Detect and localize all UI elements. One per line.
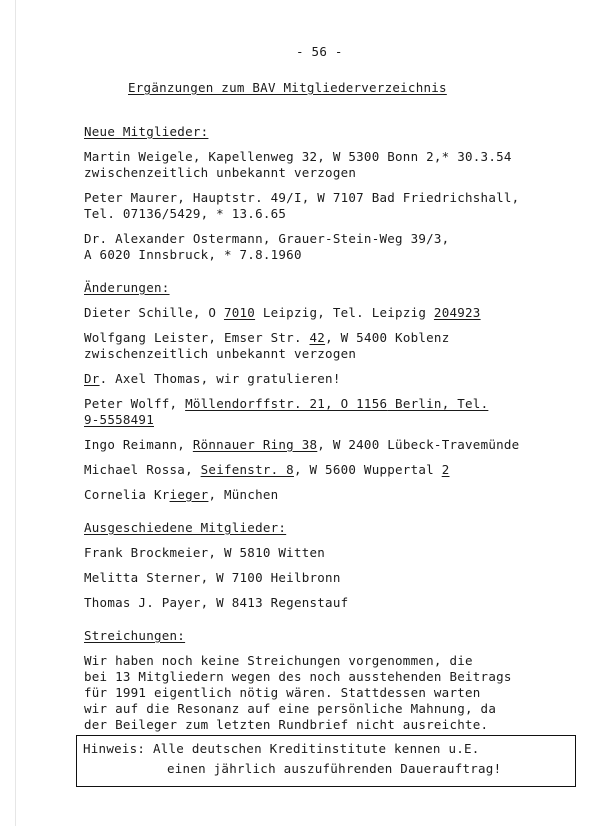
change-leister-line1: Wolfgang Leister, Emser Str. 42, W 5400 Koblenz: [84, 330, 450, 345]
change-thomas: Dr. Axel Thomas, wir gratulieren!: [84, 371, 341, 386]
new-member-ostermann-line1: Dr. Alexander Ostermann, Grauer-Stein-Weg 39/3,: [84, 231, 450, 246]
departed-sterner: Melitta Sterner, W 7100 Heilbronn: [84, 570, 341, 585]
deletions-line-5: der Beileger zum letzten Rundbrief nicht ausreichte.: [84, 717, 489, 732]
deletions-line-2: bei 13 Mitgliedern wegen des noch ausstehenden Beitrags: [84, 669, 512, 684]
change-reimann: Ingo Reimann, Rönnauer Ring 38, W 2400 Lübeck-Travemünde: [84, 437, 520, 452]
departed-brockmeier: Frank Brockmeier, W 5810 Witten: [84, 545, 326, 560]
change-wolff-line1: Peter Wolff, Möllendorffstr. 21, O 1156 Berlin, Tel.: [84, 396, 489, 411]
notice-line-1: Hinweis: Alle deutschen Kreditinstitute kennen u.E.: [83, 741, 480, 756]
new-members-heading: Neue Mitglieder:: [84, 124, 209, 139]
change-leister-line2: zwischenzeitlich unbekannt verzogen: [84, 346, 357, 361]
new-member-maurer-line1: Peter Maurer, Hauptstr. 49/I, W 7107 Bad Friedrichshall,: [84, 190, 520, 205]
notice-line-2: einen jährlich auszuführenden Dauerauftrag!: [167, 761, 502, 776]
notice-box: [76, 735, 576, 787]
new-member-ostermann-line2: A 6020 Innsbruck, * 7.8.1960: [84, 247, 302, 262]
departed-heading: Ausgeschiedene Mitglieder:: [84, 520, 287, 535]
new-member-weigele-line2: zwischenzeitlich unbekannt verzogen: [84, 165, 357, 180]
changes-heading: Änderungen:: [84, 280, 170, 295]
new-member-maurer-line2: Tel. 07136/5429, * 13.6.65: [84, 206, 287, 221]
change-wolff-line2: 9-5558491: [84, 412, 154, 427]
deletions-heading: Streichungen:: [84, 628, 186, 643]
deletions-line-4: wir auf die Resonanz auf eine persönliche Mahnung, da: [84, 701, 497, 716]
page-number: - 56 -: [296, 44, 343, 59]
change-rossa: Michael Rossa, Seifenstr. 8, W 5600 Wuppertal 2: [84, 462, 450, 477]
page-fold-shadow: [15, 0, 16, 826]
departed-payer: Thomas J. Payer, W 8413 Regenstauf: [84, 595, 349, 610]
change-schille: Dieter Schille, O 7010 Leipzig, Tel. Leipzig 204923: [84, 305, 481, 320]
deletions-line-3: für 1991 eigentlich nötig wären. Stattdessen warten: [84, 685, 481, 700]
new-member-weigele-line1: Martin Weigele, Kapellenweg 32, W 5300 Bonn 2,* 30.3.54: [84, 149, 512, 164]
change-krieger: Cornelia Krieger, München: [84, 487, 279, 502]
page-title: Ergänzungen zum BAV Mitgliederverzeichnis: [128, 80, 447, 95]
deletions-line-1: Wir haben noch keine Streichungen vorgenommen, die: [84, 653, 473, 668]
